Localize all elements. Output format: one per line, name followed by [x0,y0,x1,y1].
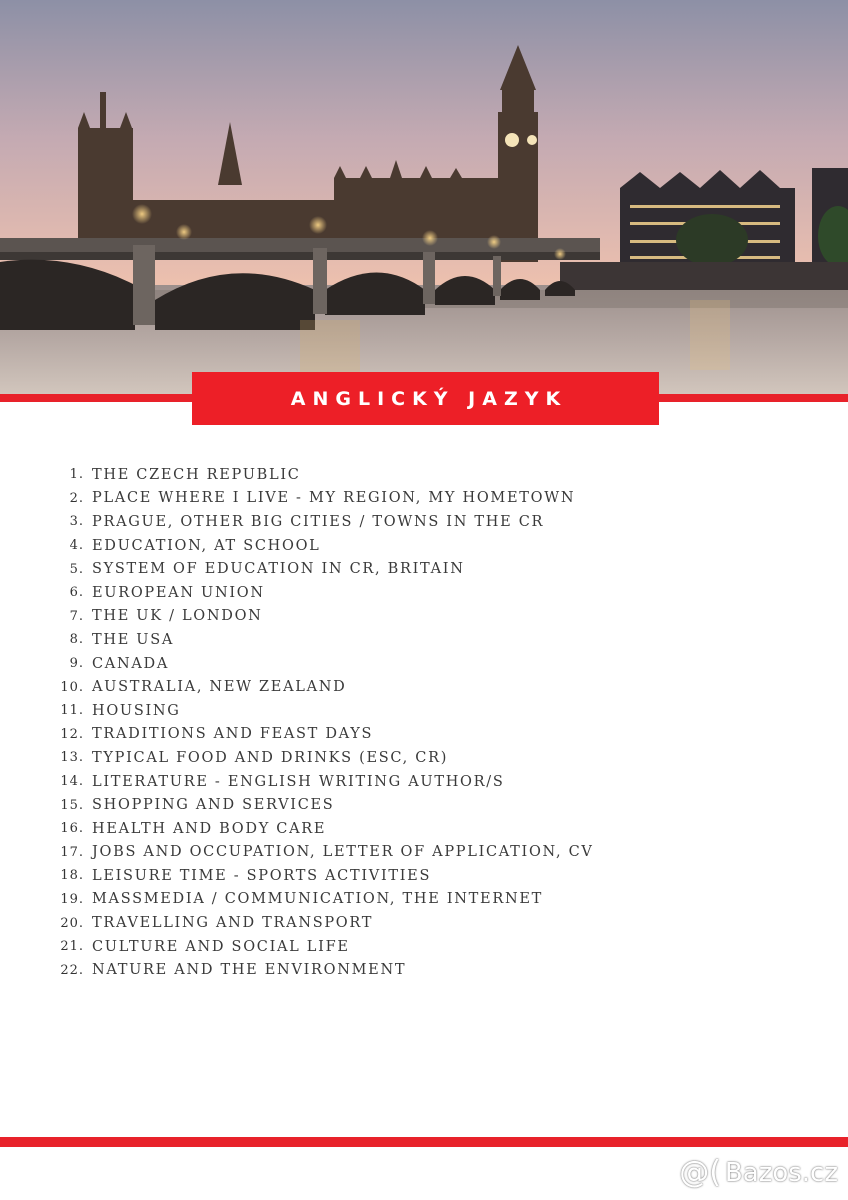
list-item-text: HOUSING [92,702,181,719]
list-item [40,958,594,982]
list-item-text: EDUCATION, AT SCHOOL [92,537,321,554]
list-item-text: THE USA [92,631,175,648]
list-item [40,628,594,652]
list-item-text: CANADA [92,655,170,672]
list-item [40,723,594,747]
list-item [40,793,594,817]
list-item-number: 19. [60,891,84,907]
list-item [40,581,594,605]
topic-list [40,463,594,982]
list-item [40,864,594,888]
list-item-text: LEISURE TIME - SPORTS ACTIVITIES [92,867,432,884]
list-item-text: TRADITIONS AND FEAST DAYS [92,726,374,743]
list-item-text: CULTURE AND SOCIAL LIFE [92,938,350,955]
list-item-number: 9. [69,656,84,672]
list-item-text: SYSTEM OF EDUCATION IN CR, BRITAIN [92,561,465,578]
list-item-number: 21. [60,939,84,955]
list-item [40,888,594,912]
list-item-number: 4. [69,538,84,554]
list-item [40,675,594,699]
list-item [40,699,594,723]
list-item [40,487,594,511]
title-banner [192,372,659,425]
list-item-text: THE CZECH REPUBLIC [92,466,301,483]
list-item [40,935,594,959]
list-item-number: 14. [60,774,84,790]
list-item [40,605,594,629]
list-item [40,817,594,841]
list-item-number: 18. [60,868,84,884]
hero-photo [0,0,848,395]
page-title: ANGLICKÝ JAZYK [290,387,568,410]
list-item-text: SHOPPING AND SERVICES [92,797,335,814]
list-item [40,510,594,534]
list-item-text: HEALTH AND BODY CARE [92,820,327,837]
list-item-text: AUSTRALIA, NEW ZEALAND [92,679,347,696]
list-item-number: 5. [69,561,84,577]
list-item-number: 10. [60,679,84,695]
list-item-number: 16. [60,821,84,837]
list-item-number: 20. [60,915,84,931]
list-item-number: 11. [60,703,84,719]
list-item-number: 17. [60,844,84,860]
list-item-number: 6. [69,585,84,601]
list-item-number: 3. [69,514,84,530]
at-sign-icon: @( [679,1155,721,1190]
list-item-text: THE UK / LONDON [92,608,263,625]
list-item [40,557,594,581]
list-item-text: MASSMEDIA / COMMUNICATION, THE INTERNET [92,891,543,908]
list-item [40,841,594,865]
list-item-number: 2. [69,490,84,506]
list-item-number: 12. [60,726,84,742]
list-item-number: 22. [60,962,84,978]
list-item [40,463,594,487]
list-item-text: NATURE AND THE ENVIRONMENT [92,962,407,979]
list-item-number: 15. [60,797,84,813]
list-item-number: 13. [60,750,84,766]
list-item-number: 7. [69,608,84,624]
list-item-text: LITERATURE - ENGLISH WRITING AUTHOR/S [92,773,505,790]
list-item [40,746,594,770]
list-item [40,911,594,935]
list-item [40,652,594,676]
watermark-text: Bazos.cz [724,1157,838,1188]
list-item-text: JOBS AND OCCUPATION, LETTER OF APPLICATION, CV [92,844,594,861]
watermark [679,1155,838,1190]
list-item-number: 1. [69,467,84,483]
list-item [40,770,594,794]
bottom-red-rule [0,1137,848,1147]
list-item-text: TRAVELLING AND TRANSPORT [92,915,374,932]
london-skyline-photo [0,0,848,395]
list-item-text: PRAGUE, OTHER BIG CITIES / TOWNS IN THE CR [92,513,545,530]
list-item [40,534,594,558]
list-item-number: 8. [69,632,84,648]
list-item-text: PLACE WHERE I LIVE - MY REGION, MY HOMETOWN [92,490,576,507]
list-item-text: EUROPEAN UNION [92,584,265,601]
list-item-text: TYPICAL FOOD AND DRINKS (ESC, CR) [92,749,449,766]
